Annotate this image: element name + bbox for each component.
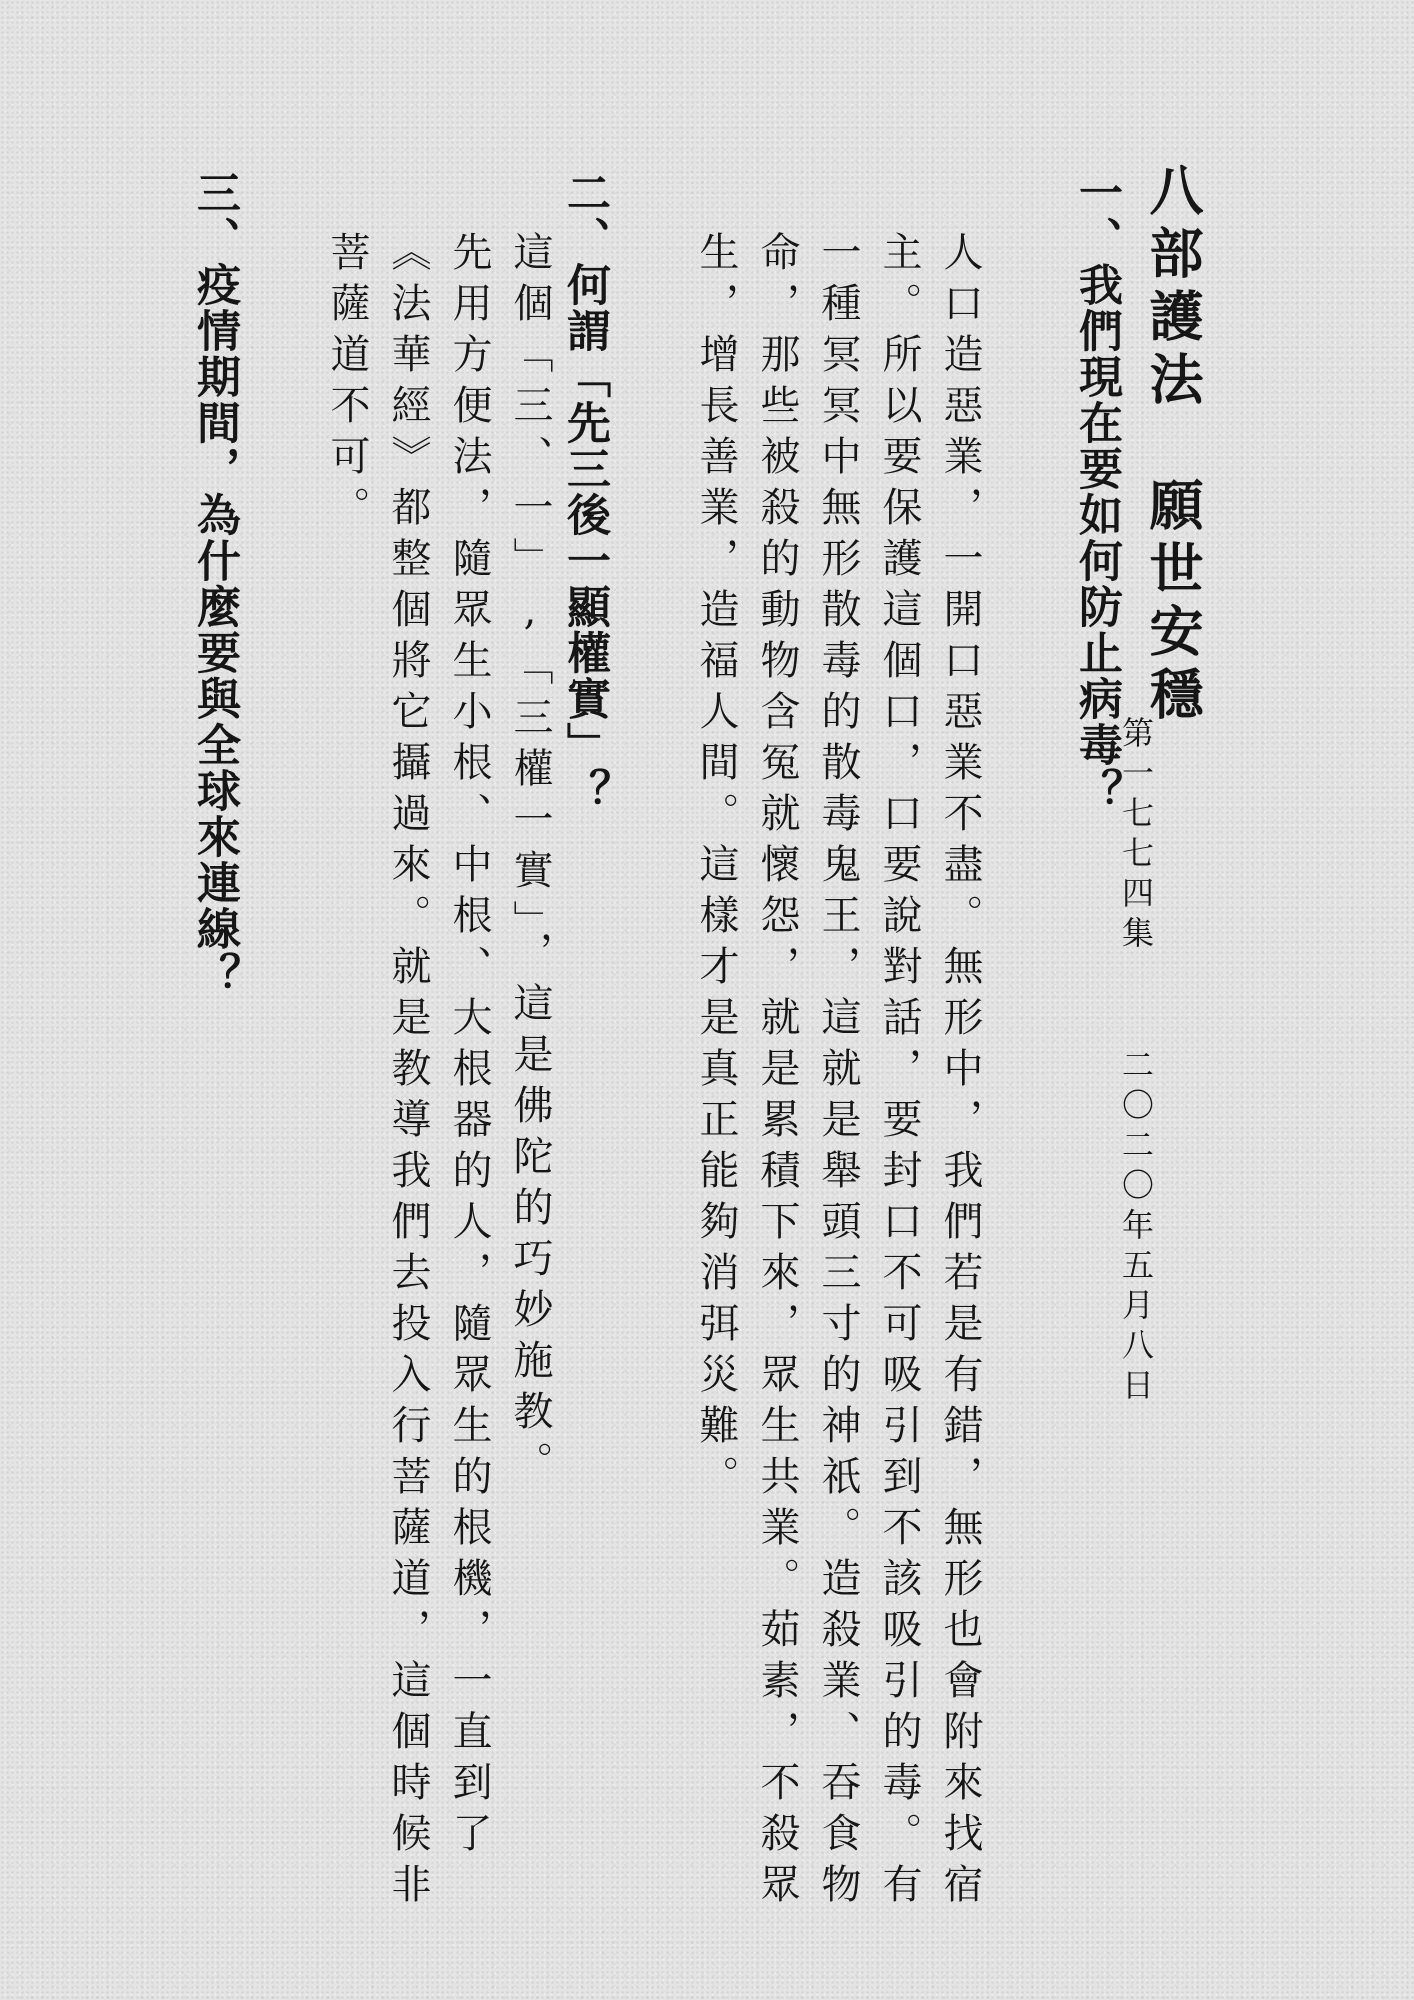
- section-1-heading: 一、我們現在要如何防止病毒？: [1071, 170, 1122, 814]
- section-3-heading: 三、疫情期間，為什麼要與全球來連線？: [189, 170, 240, 998]
- section-1-line: 人口造惡業，一開口惡業不盡。無形中，我們若是有錯，無形也會附來找宿: [937, 231, 983, 1914]
- section-2-line: 菩薩道不可。: [324, 231, 370, 537]
- publication-date: 二〇二〇年五月八日: [1117, 1048, 1155, 1408]
- section-1-line: 命，那些被殺的動物含冤就懷怨，就是累積下來，眾生共業。茹素，不殺眾: [754, 231, 800, 1914]
- section-1-line: 生，增長善業，造福人間。這樣才是真正能夠消弭災難。: [693, 231, 739, 1506]
- episode-number: 第一七七四集: [1117, 716, 1155, 956]
- section-2-line: 先用方便法，隨眾生小根、中根、大根器的人，隨眾生的根機，一直到了: [446, 231, 492, 1863]
- section-2-heading: 二、何謂「先三後一顯權實」？: [559, 170, 610, 814]
- section-2-line: 《法華經》都整個將它攝過來。就是教導我們去投入行菩薩道，這個時候非: [385, 231, 431, 1914]
- section-2-line: 這個「三、一」,「三權一實」，這是佛陀的巧妙施教。: [507, 231, 553, 1492]
- section-1-line: 主。所以要保護這個口，口要說對話，要封口不可吸引到不該吸引的毒。有: [876, 231, 922, 1914]
- section-1-line: 一種冥冥中無形散毒的散毒鬼王，這就是舉頭三寸的神祇。造殺業、吞食物: [815, 231, 861, 1914]
- document-title: 八部護法 願世安穩: [1141, 162, 1205, 729]
